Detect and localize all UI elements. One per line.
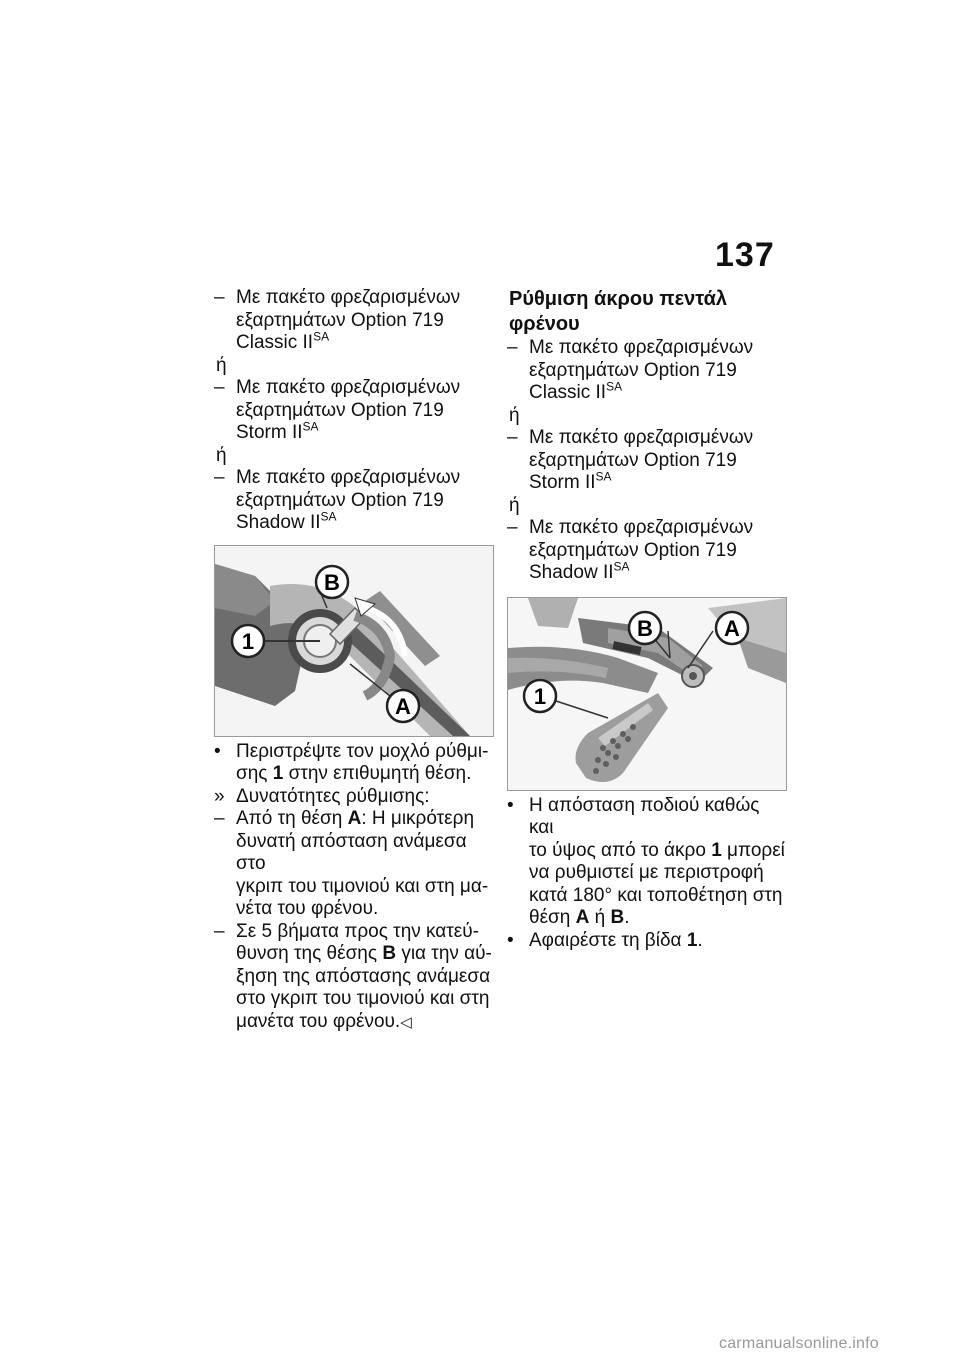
option-line <box>236 808 494 831</box>
option-line <box>236 419 494 445</box>
step-line <box>529 907 787 930</box>
result-text: Δυνατότητες ρύθμισης: <box>236 785 430 807</box>
text-run: Αφαιρέστε τη βίδα <box>529 929 687 951</box>
option-name: Classic II <box>529 382 607 403</box>
option-line: εξαρτημάτων Option 719 <box>529 449 737 471</box>
text-run: . <box>697 929 703 951</box>
option-line: ξηση της απόστασης ανάμεσα <box>236 965 491 987</box>
label-a-marker: A <box>395 693 411 719</box>
text-run: θυνση της θέσης <box>236 943 383 964</box>
option-name: Classic II <box>236 332 314 353</box>
option-name: Shadow II <box>236 512 321 533</box>
dash-marker: – <box>214 377 225 398</box>
step-line <box>529 930 787 953</box>
dash-marker: – <box>214 920 225 942</box>
sa-option-classic <box>507 337 787 405</box>
step-remove-screw <box>507 930 787 953</box>
sa-superscript: SA <box>606 379 623 394</box>
step-line <box>236 763 494 786</box>
dash-marker: – <box>214 808 225 829</box>
ref-1: 1 <box>272 763 284 784</box>
watermark: carmanualsonline.info <box>719 1335 879 1352</box>
or-separator: ή <box>509 404 520 426</box>
label-a-marker: A <box>724 615 740 641</box>
text-run: στην επιθυμητή θέση. <box>283 763 472 784</box>
step-line: κατά 180° και τοποθέτηση στη <box>529 884 783 906</box>
sa-option-shadow <box>214 467 494 535</box>
or-separator: ή <box>216 354 227 376</box>
step-line: να ρυθμιστεί με περιστροφή <box>529 862 764 883</box>
step-line: Περιστρέψτε τον μοχλό ρύθμι- <box>236 740 489 762</box>
option-line <box>236 329 494 355</box>
option-line: δυνατή απόσταση ανάμεσα στο <box>236 830 467 874</box>
ref-1: 1 <box>686 929 698 951</box>
sa-superscript: SA <box>320 509 337 524</box>
option-line: Με πακέτο φρεζαρισμένων <box>236 377 461 398</box>
ref-a: A <box>347 808 362 829</box>
left-column <box>214 287 494 1034</box>
sa-option-storm <box>507 427 787 495</box>
option-line <box>236 509 494 535</box>
option-line: εξαρτημάτων Option 719 <box>236 309 444 331</box>
step-adjust-pedal-tip <box>507 795 787 930</box>
result-marker: » <box>214 785 225 807</box>
ref-1: 1 <box>711 839 722 861</box>
label-1-marker: 1 <box>533 683 547 709</box>
step-rotate-lever <box>214 741 494 786</box>
option-line: εξαρτημάτων Option 719 <box>236 399 444 421</box>
end-of-section-icon: ◁ <box>400 1013 412 1031</box>
dash-marker: – <box>507 517 518 538</box>
section-heading <box>507 287 787 337</box>
label-1-marker: 1 <box>241 628 255 654</box>
option-name: Shadow II <box>529 562 614 583</box>
right-column <box>507 287 787 952</box>
text-run: θέση <box>529 907 576 928</box>
ref-b: B <box>610 907 625 928</box>
option-line <box>236 1011 494 1035</box>
sa-option-classic <box>214 287 494 355</box>
dash-marker: – <box>507 427 518 448</box>
text-run: : Η μικρότερη <box>361 808 475 829</box>
option-line <box>529 469 787 495</box>
ref-a: A <box>575 907 590 928</box>
sa-superscript: SA <box>613 559 630 574</box>
dash-marker: – <box>507 337 518 358</box>
bullet-marker: • <box>214 740 221 762</box>
text-run: μανέτα του φρένου. <box>236 1010 401 1032</box>
ref-b: B <box>382 943 397 964</box>
option-line: Με πακέτο φρεζαρισμένων <box>236 287 461 308</box>
option-line: εξαρτημάτων Option 719 <box>529 359 737 381</box>
option-line: Με πακέτο φρεζαρισμένων <box>236 467 461 488</box>
text-run: μπορεί <box>721 839 785 861</box>
step-line: Η απόσταση ποδιού καθώς και <box>529 794 760 838</box>
option-line: στο γκριπ του τιμονιού και στη <box>236 988 490 1009</box>
text-run: ή <box>589 907 611 928</box>
sa-option-shadow <box>507 517 787 585</box>
sa-superscript: SA <box>302 419 319 434</box>
sa-superscript: SA <box>313 329 330 344</box>
bullet-marker: • <box>507 794 514 816</box>
bullet-marker: • <box>507 929 514 951</box>
text-run: . <box>624 907 630 928</box>
option-line: Με πακέτο φρεζαρισμένων <box>529 517 754 538</box>
or-separator: ή <box>216 444 227 466</box>
text-run: για την αύ- <box>396 943 492 964</box>
option-line: Με πακέτο φρεζαρισμένων <box>529 337 754 358</box>
brake-pedal-tip-figure <box>507 597 787 791</box>
brake-lever-adjuster-figure <box>214 545 494 737</box>
option-line: Σε 5 βήματα προς την κατεύ- <box>236 920 479 942</box>
option-line: εξαρτημάτων Option 719 <box>236 489 444 511</box>
dash-marker: – <box>214 287 225 308</box>
heading-line: φρένου <box>509 313 580 335</box>
text-run: το ύψος από το άκρο <box>529 839 712 861</box>
option-line <box>236 943 494 966</box>
option-line: εξαρτημάτων Option 719 <box>529 539 737 561</box>
heading-line: Ρύθμιση άκρου πεντάλ <box>509 288 727 310</box>
option-name: Storm II <box>529 472 596 493</box>
text-run: σης <box>236 763 273 784</box>
label-b-marker: B <box>324 569 340 595</box>
option-line: γκριπ του τιμονιού και στη μα- <box>236 875 489 897</box>
label-b-marker: B <box>637 615 653 641</box>
option-line <box>529 559 787 585</box>
sa-superscript: SA <box>595 469 612 484</box>
text-run: Από τη θέση <box>236 808 348 829</box>
or-separator: ή <box>509 494 520 516</box>
step-line <box>529 840 787 863</box>
sa-option-storm <box>214 377 494 445</box>
option-line <box>529 379 787 405</box>
option-position-b <box>214 921 494 1035</box>
dash-marker: – <box>214 467 225 488</box>
option-line: Με πακέτο φρεζαρισμένων <box>529 427 754 448</box>
option-name: Storm II <box>236 422 303 443</box>
option-line: νέτα του φρένου. <box>236 898 379 919</box>
result-line <box>214 786 494 809</box>
page-number: 137 <box>715 236 775 274</box>
option-position-a <box>214 808 494 921</box>
